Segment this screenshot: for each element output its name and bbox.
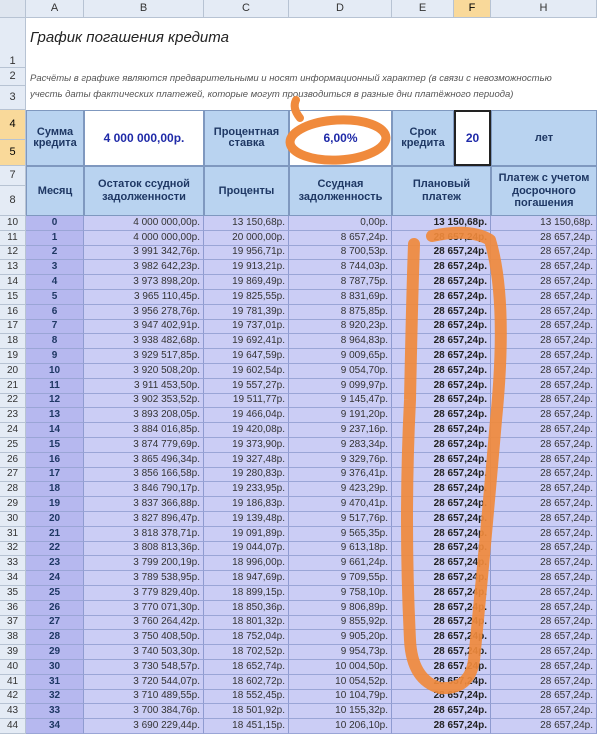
loan-term-unit: лет <box>491 110 597 166</box>
early-payment-cell[interactable]: 28 657,24р. <box>491 423 597 438</box>
month-cell[interactable]: 27 <box>26 616 84 631</box>
principal-cell[interactable]: 8 831,69р. <box>289 290 392 305</box>
early-payment-cell[interactable]: 28 657,24р. <box>491 246 597 261</box>
planned-payment-cell[interactable]: 28 657,24р. <box>392 349 491 364</box>
planned-payment-cell[interactable]: 28 657,24р. <box>392 616 491 631</box>
loan-term-value[interactable]: 20 <box>454 110 491 166</box>
principal-cell[interactable]: 9 423,29р. <box>289 482 392 497</box>
early-payment-cell[interactable]: 28 657,24р. <box>491 542 597 557</box>
planned-payment-cell[interactable]: 28 657,24р. <box>392 482 491 497</box>
row-header[interactable]: 29 <box>0 497 26 512</box>
early-payment-cell[interactable]: 28 657,24р. <box>491 690 597 705</box>
early-payment-cell[interactable]: 28 657,24р. <box>491 394 597 409</box>
row-header[interactable]: 23 <box>0 408 26 423</box>
early-payment-cell[interactable]: 28 657,24р. <box>491 438 597 453</box>
principal-cell[interactable]: 10 104,79р. <box>289 690 392 705</box>
planned-payment-cell[interactable]: 28 657,24р. <box>392 497 491 512</box>
interest-cell[interactable]: 13 150,68р. <box>204 216 289 231</box>
principal-cell[interactable]: 9 054,70р. <box>289 364 392 379</box>
row-header[interactable]: 22 <box>0 394 26 409</box>
row-header[interactable]: 15 <box>0 290 26 305</box>
principal-cell[interactable]: 9 905,20р. <box>289 630 392 645</box>
planned-payment-cell[interactable]: 28 657,24р. <box>392 394 491 409</box>
balance-cell[interactable]: 3 789 538,95р. <box>84 571 204 586</box>
balance-cell[interactable]: 3 911 453,50р. <box>84 379 204 394</box>
month-cell[interactable]: 5 <box>26 290 84 305</box>
month-cell[interactable]: 31 <box>26 675 84 690</box>
interest-rate-label: Процентная ставка <box>204 110 289 166</box>
principal-cell[interactable]: 8 787,75р. <box>289 275 392 290</box>
early-payment-cell[interactable]: 28 657,24р. <box>491 379 597 394</box>
balance-cell[interactable]: 3 770 071,30р. <box>84 601 204 616</box>
row-header-2[interactable]: 2 <box>0 68 26 86</box>
principal-cell[interactable]: 0,00р. <box>289 216 392 231</box>
interest-cell[interactable]: 19 647,59р. <box>204 349 289 364</box>
principal-cell[interactable]: 9 806,89р. <box>289 601 392 616</box>
principal-cell[interactable]: 9 191,20р. <box>289 408 392 423</box>
planned-payment-cell[interactable]: 28 657,24р. <box>392 719 491 734</box>
row-header[interactable]: 13 <box>0 260 26 275</box>
month-cell[interactable]: 17 <box>26 468 84 483</box>
early-payment-cell[interactable]: 28 657,24р. <box>491 275 597 290</box>
balance-cell[interactable]: 3 956 278,76р. <box>84 305 204 320</box>
early-payment-cell[interactable]: 13 150,68р. <box>491 216 597 231</box>
interest-cell[interactable]: 19 869,49р. <box>204 275 289 290</box>
principal-cell[interactable]: 10 206,10р. <box>289 719 392 734</box>
loan-amount-label: Сумма кредита <box>26 110 84 166</box>
header-planned-payment: Плановый платеж <box>392 166 491 216</box>
row-header[interactable]: 12 <box>0 246 26 261</box>
balance-cell[interactable]: 3 846 790,17р. <box>84 482 204 497</box>
interest-cell[interactable]: 18 652,74р. <box>204 660 289 675</box>
principal-cell[interactable]: 9 009,65р. <box>289 349 392 364</box>
month-cell[interactable]: 21 <box>26 527 84 542</box>
principal-cell[interactable]: 9 661,24р. <box>289 556 392 571</box>
balance-cell[interactable]: 3 965 110,45р. <box>84 290 204 305</box>
early-payment-cell[interactable]: 28 657,24р. <box>491 660 597 675</box>
disclaimer-line-2: учесть даты фактических платежей, которые могут производиться в разные дни платёжного периода) <box>30 89 514 101</box>
planned-payment-cell[interactable]: 28 657,24р. <box>392 275 491 290</box>
planned-payment-cell[interactable]: 28 657,24р. <box>392 320 491 335</box>
planned-payment-cell[interactable]: 28 657,24р. <box>392 290 491 305</box>
planned-payment-cell[interactable]: 28 657,24р. <box>392 364 491 379</box>
principal-cell[interactable]: 9 954,73р. <box>289 645 392 660</box>
planned-payment-cell[interactable]: 28 657,24р. <box>392 542 491 557</box>
early-payment-cell[interactable]: 28 657,24р. <box>491 675 597 690</box>
row-header[interactable]: 27 <box>0 468 26 483</box>
column-header-d[interactable]: D <box>289 0 392 18</box>
loan-term-label: Срок кредита <box>392 110 454 166</box>
month-cell[interactable]: 16 <box>26 453 84 468</box>
early-payment-cell[interactable]: 28 657,24р. <box>491 468 597 483</box>
early-payment-cell[interactable]: 28 657,24р. <box>491 349 597 364</box>
early-payment-cell[interactable]: 28 657,24р. <box>491 260 597 275</box>
interest-cell[interactable]: 18 552,45р. <box>204 690 289 705</box>
interest-cell[interactable]: 19 737,01р. <box>204 320 289 335</box>
row-header-1[interactable]: 1 <box>0 18 26 68</box>
month-cell[interactable]: 14 <box>26 423 84 438</box>
interest-cell[interactable]: 19 557,27р. <box>204 379 289 394</box>
balance-cell[interactable]: 3 808 813,36р. <box>84 542 204 557</box>
column-header-e[interactable]: E <box>392 0 454 18</box>
interest-cell[interactable]: 19 139,48р. <box>204 512 289 527</box>
planned-payment-cell[interactable]: 28 657,24р. <box>392 260 491 275</box>
column-header-c[interactable]: C <box>204 0 289 18</box>
planned-payment-cell[interactable]: 28 657,24р. <box>392 601 491 616</box>
balance-cell[interactable]: 3 779 829,40р. <box>84 586 204 601</box>
row-header[interactable]: 24 <box>0 423 26 438</box>
month-cell[interactable]: 25 <box>26 586 84 601</box>
row-header[interactable]: 41 <box>0 675 26 690</box>
interest-cell[interactable]: 19 602,54р. <box>204 364 289 379</box>
early-payment-cell[interactable]: 28 657,24р. <box>491 586 597 601</box>
month-cell[interactable]: 33 <box>26 704 84 719</box>
early-payment-cell[interactable]: 28 657,24р. <box>491 305 597 320</box>
principal-cell[interactable]: 9 329,76р. <box>289 453 392 468</box>
interest-cell[interactable]: 19 511,77р. <box>204 394 289 409</box>
row-header-8[interactable]: 8 <box>0 186 26 216</box>
balance-cell[interactable]: 4 000 000,00р. <box>84 231 204 246</box>
planned-payment-cell[interactable]: 28 657,24р. <box>392 527 491 542</box>
early-payment-cell[interactable]: 28 657,24р. <box>491 512 597 527</box>
month-cell[interactable]: 15 <box>26 438 84 453</box>
month-cell[interactable]: 10 <box>26 364 84 379</box>
early-payment-cell[interactable]: 28 657,24р. <box>491 571 597 586</box>
balance-cell[interactable]: 3 929 517,85р. <box>84 349 204 364</box>
principal-cell[interactable]: 9 145,47р. <box>289 394 392 409</box>
principal-cell[interactable]: 8 744,03р. <box>289 260 392 275</box>
balance-cell[interactable]: 4 000 000,00р. <box>84 216 204 231</box>
interest-cell[interactable]: 18 996,00р. <box>204 556 289 571</box>
row-header[interactable]: 28 <box>0 482 26 497</box>
interest-cell[interactable]: 19 825,55р. <box>204 290 289 305</box>
planned-payment-cell[interactable]: 28 657,24р. <box>392 246 491 261</box>
month-cell[interactable]: 3 <box>26 260 84 275</box>
interest-cell[interactable]: 18 850,36р. <box>204 601 289 616</box>
row-header[interactable]: 37 <box>0 616 26 631</box>
interest-cell[interactable]: 19 373,90р. <box>204 438 289 453</box>
row-header[interactable]: 21 <box>0 379 26 394</box>
month-cell[interactable]: 8 <box>26 334 84 349</box>
planned-payment-cell[interactable]: 28 657,24р. <box>392 571 491 586</box>
principal-cell[interactable]: 9 565,35р. <box>289 527 392 542</box>
balance-cell[interactable]: 3 760 264,42р. <box>84 616 204 631</box>
header-month: Месяц <box>26 166 84 216</box>
planned-payment-cell[interactable]: 28 657,24р. <box>392 379 491 394</box>
row-header-4[interactable]: 4 <box>0 110 26 140</box>
month-cell[interactable]: 32 <box>26 690 84 705</box>
interest-cell[interactable]: 18 947,69р. <box>204 571 289 586</box>
early-payment-cell[interactable]: 28 657,24р. <box>491 320 597 335</box>
month-cell[interactable]: 11 <box>26 379 84 394</box>
planned-payment-cell[interactable]: 28 657,24р. <box>392 675 491 690</box>
disclaimer-line-1: Расчёты в графике являются предварительными и носят информационный характер (в связи с невозможностью <box>30 73 552 85</box>
interest-cell[interactable]: 19 327,48р. <box>204 453 289 468</box>
balance-cell[interactable]: 3 827 896,47р. <box>84 512 204 527</box>
planned-payment-cell[interactable]: 28 657,24р. <box>392 556 491 571</box>
balance-cell[interactable]: 3 947 402,91р. <box>84 320 204 335</box>
principal-cell[interactable]: 9 099,97р. <box>289 379 392 394</box>
month-cell[interactable]: 28 <box>26 630 84 645</box>
planned-payment-cell[interactable]: 28 657,24р. <box>392 512 491 527</box>
interest-cell[interactable]: 19 044,07р. <box>204 542 289 557</box>
interest-rate-value[interactable]: 6,00% <box>289 110 392 166</box>
interest-cell[interactable]: 18 501,92р. <box>204 704 289 719</box>
principal-cell[interactable]: 10 054,52р. <box>289 675 392 690</box>
balance-cell[interactable]: 3 837 366,88р. <box>84 497 204 512</box>
month-cell[interactable]: 18 <box>26 482 84 497</box>
month-cell[interactable]: 0 <box>26 216 84 231</box>
early-payment-cell[interactable]: 28 657,24р. <box>491 497 597 512</box>
early-payment-cell[interactable]: 28 657,24р. <box>491 556 597 571</box>
principal-cell[interactable]: 8 700,53р. <box>289 246 392 261</box>
early-payment-cell[interactable]: 28 657,24р. <box>491 630 597 645</box>
interest-cell[interactable]: 18 801,32р. <box>204 616 289 631</box>
planned-payment-cell[interactable]: 28 657,24р. <box>392 231 491 246</box>
month-cell[interactable]: 7 <box>26 320 84 335</box>
row-header[interactable]: 30 <box>0 512 26 527</box>
balance-cell[interactable]: 3 920 508,20р. <box>84 364 204 379</box>
balance-cell[interactable]: 3 893 208,05р. <box>84 408 204 423</box>
row-header[interactable]: 18 <box>0 334 26 349</box>
balance-cell[interactable]: 3 902 353,52р. <box>84 394 204 409</box>
row-header[interactable]: 10 <box>0 216 26 231</box>
column-header-h[interactable]: H <box>491 0 597 18</box>
balance-cell[interactable]: 3 884 016,85р. <box>84 423 204 438</box>
principal-cell[interactable]: 9 376,41р. <box>289 468 392 483</box>
row-header[interactable]: 11 <box>0 231 26 246</box>
balance-cell[interactable]: 3 730 548,57р. <box>84 660 204 675</box>
month-cell[interactable]: 29 <box>26 645 84 660</box>
balance-cell[interactable]: 3 750 408,50р. <box>84 630 204 645</box>
principal-cell[interactable]: 8 920,23р. <box>289 320 392 335</box>
balance-cell[interactable]: 3 982 642,23р. <box>84 260 204 275</box>
balance-cell[interactable]: 3 799 200,19р. <box>84 556 204 571</box>
interest-cell[interactable]: 19 466,04р. <box>204 408 289 423</box>
early-payment-cell[interactable]: 28 657,24р. <box>491 719 597 734</box>
row-header[interactable]: 38 <box>0 630 26 645</box>
balance-cell[interactable]: 3 973 898,20р. <box>84 275 204 290</box>
balance-cell[interactable]: 3 818 378,71р. <box>84 527 204 542</box>
month-cell[interactable]: 22 <box>26 542 84 557</box>
interest-cell[interactable]: 18 702,52р. <box>204 645 289 660</box>
planned-payment-cell[interactable]: 28 657,24р. <box>392 690 491 705</box>
row-header[interactable]: 40 <box>0 660 26 675</box>
month-cell[interactable]: 1 <box>26 231 84 246</box>
row-header[interactable]: 39 <box>0 645 26 660</box>
row-header-5[interactable]: 5 <box>0 140 26 166</box>
principal-cell[interactable]: 9 470,41р. <box>289 497 392 512</box>
principal-cell[interactable]: 9 855,92р. <box>289 616 392 631</box>
column-header-f[interactable]: F <box>454 0 491 18</box>
month-cell[interactable]: 2 <box>26 246 84 261</box>
principal-cell[interactable]: 8 964,83р. <box>289 334 392 349</box>
planned-payment-cell[interactable]: 28 657,24р. <box>392 408 491 423</box>
interest-cell[interactable]: 19 186,83р. <box>204 497 289 512</box>
month-cell[interactable]: 19 <box>26 497 84 512</box>
balance-cell[interactable]: 3 865 496,34р. <box>84 453 204 468</box>
interest-cell[interactable]: 18 451,15р. <box>204 719 289 734</box>
month-cell[interactable]: 12 <box>26 394 84 409</box>
balance-cell[interactable]: 3 700 384,76р. <box>84 704 204 719</box>
early-payment-cell[interactable]: 28 657,24р. <box>491 616 597 631</box>
principal-cell[interactable]: 9 758,10р. <box>289 586 392 601</box>
interest-cell[interactable]: 19 913,21р. <box>204 260 289 275</box>
row-header[interactable]: 42 <box>0 690 26 705</box>
planned-payment-cell[interactable]: 13 150,68р. <box>392 216 491 231</box>
row-header[interactable]: 31 <box>0 527 26 542</box>
row-header-3[interactable]: 3 <box>0 86 26 110</box>
planned-payment-cell[interactable]: 28 657,24р. <box>392 468 491 483</box>
early-payment-cell[interactable]: 28 657,24р. <box>491 527 597 542</box>
row-header[interactable]: 20 <box>0 364 26 379</box>
planned-payment-cell[interactable]: 28 657,24р. <box>392 660 491 675</box>
balance-cell[interactable]: 3 991 342,76р. <box>84 246 204 261</box>
planned-payment-cell[interactable]: 28 657,24р. <box>392 645 491 660</box>
balance-cell[interactable]: 3 720 544,07р. <box>84 675 204 690</box>
month-cell[interactable]: 6 <box>26 305 84 320</box>
principal-cell[interactable]: 9 517,76р. <box>289 512 392 527</box>
principal-cell[interactable]: 9 709,55р. <box>289 571 392 586</box>
interest-cell[interactable]: 18 752,04р. <box>204 630 289 645</box>
row-header[interactable]: 35 <box>0 586 26 601</box>
planned-payment-cell[interactable]: 28 657,24р. <box>392 305 491 320</box>
row-header[interactable]: 19 <box>0 349 26 364</box>
planned-payment-cell[interactable]: 28 657,24р. <box>392 423 491 438</box>
principal-cell[interactable]: 8 657,24р. <box>289 231 392 246</box>
select-all-corner[interactable] <box>0 0 26 18</box>
row-header[interactable]: 16 <box>0 305 26 320</box>
interest-cell[interactable]: 19 692,41р. <box>204 334 289 349</box>
interest-cell[interactable]: 18 899,15р. <box>204 586 289 601</box>
balance-cell[interactable]: 3 938 482,68р. <box>84 334 204 349</box>
interest-cell[interactable]: 19 280,83р. <box>204 468 289 483</box>
principal-cell[interactable]: 10 155,32р. <box>289 704 392 719</box>
row-header[interactable]: 14 <box>0 275 26 290</box>
early-payment-cell[interactable]: 28 657,24р. <box>491 231 597 246</box>
early-payment-cell[interactable]: 28 657,24р. <box>491 408 597 423</box>
interest-cell[interactable]: 20 000,00р. <box>204 231 289 246</box>
row-header[interactable]: 32 <box>0 542 26 557</box>
row-header-7[interactable]: 7 <box>0 166 26 186</box>
loan-amount-value[interactable]: 4 000 000,00р. <box>84 110 204 166</box>
interest-cell[interactable]: 19 956,71р. <box>204 246 289 261</box>
principal-cell[interactable]: 8 875,85р. <box>289 305 392 320</box>
planned-payment-cell[interactable]: 28 657,24р. <box>392 586 491 601</box>
planned-payment-cell[interactable]: 28 657,24р. <box>392 438 491 453</box>
balance-cell[interactable]: 3 740 503,30р. <box>84 645 204 660</box>
row-header[interactable]: 26 <box>0 453 26 468</box>
header-early-payment: Платеж с учетом досрочного погашения <box>491 166 597 216</box>
row-header[interactable]: 33 <box>0 556 26 571</box>
balance-cell[interactable]: 3 856 166,58р. <box>84 468 204 483</box>
interest-cell[interactable]: 19 420,08р. <box>204 423 289 438</box>
early-payment-cell[interactable]: 28 657,24р. <box>491 453 597 468</box>
planned-payment-cell[interactable]: 28 657,24р. <box>392 334 491 349</box>
month-cell[interactable]: 13 <box>26 408 84 423</box>
month-cell[interactable]: 20 <box>26 512 84 527</box>
row-header[interactable]: 25 <box>0 438 26 453</box>
row-header[interactable]: 44 <box>0 719 26 734</box>
month-cell[interactable]: 9 <box>26 349 84 364</box>
month-cell[interactable]: 34 <box>26 719 84 734</box>
planned-payment-cell[interactable]: 28 657,24р. <box>392 704 491 719</box>
balance-cell[interactable]: 3 874 779,69р. <box>84 438 204 453</box>
balance-cell[interactable]: 3 710 489,55р. <box>84 690 204 705</box>
early-payment-cell[interactable]: 28 657,24р. <box>491 334 597 349</box>
column-header-a[interactable]: A <box>26 0 84 18</box>
interest-cell[interactable]: 19 091,89р. <box>204 527 289 542</box>
header-balance: Остаток ссудной задолженности <box>84 166 204 216</box>
early-payment-cell[interactable]: 28 657,24р. <box>491 290 597 305</box>
month-cell[interactable]: 30 <box>26 660 84 675</box>
month-cell[interactable]: 23 <box>26 556 84 571</box>
interest-cell[interactable]: 18 602,72р. <box>204 675 289 690</box>
interest-cell[interactable]: 19 233,95р. <box>204 482 289 497</box>
early-payment-cell[interactable]: 28 657,24р. <box>491 704 597 719</box>
column-header-b[interactable]: B <box>84 0 204 18</box>
balance-cell[interactable]: 3 690 229,44р. <box>84 719 204 734</box>
principal-cell[interactable]: 10 004,50р. <box>289 660 392 675</box>
early-payment-cell[interactable]: 28 657,24р. <box>491 601 597 616</box>
row-header[interactable]: 17 <box>0 320 26 335</box>
month-cell[interactable]: 24 <box>26 571 84 586</box>
principal-cell[interactable]: 9 237,16р. <box>289 423 392 438</box>
interest-cell[interactable]: 19 781,39р. <box>204 305 289 320</box>
month-cell[interactable]: 26 <box>26 601 84 616</box>
row-header[interactable]: 34 <box>0 571 26 586</box>
early-payment-cell[interactable]: 28 657,24р. <box>491 364 597 379</box>
planned-payment-cell[interactable]: 28 657,24р. <box>392 630 491 645</box>
header-principal: Ссудная задолженность <box>289 166 392 216</box>
month-cell[interactable]: 4 <box>26 275 84 290</box>
row-header[interactable]: 43 <box>0 704 26 719</box>
header-interest: Проценты <box>204 166 289 216</box>
planned-payment-cell[interactable]: 28 657,24р. <box>392 453 491 468</box>
early-payment-cell[interactable]: 28 657,24р. <box>491 482 597 497</box>
page-title: График погашения кредита <box>30 28 229 46</box>
principal-cell[interactable]: 9 613,18р. <box>289 542 392 557</box>
principal-cell[interactable]: 9 283,34р. <box>289 438 392 453</box>
early-payment-cell[interactable]: 28 657,24р. <box>491 645 597 660</box>
row-header[interactable]: 36 <box>0 601 26 616</box>
